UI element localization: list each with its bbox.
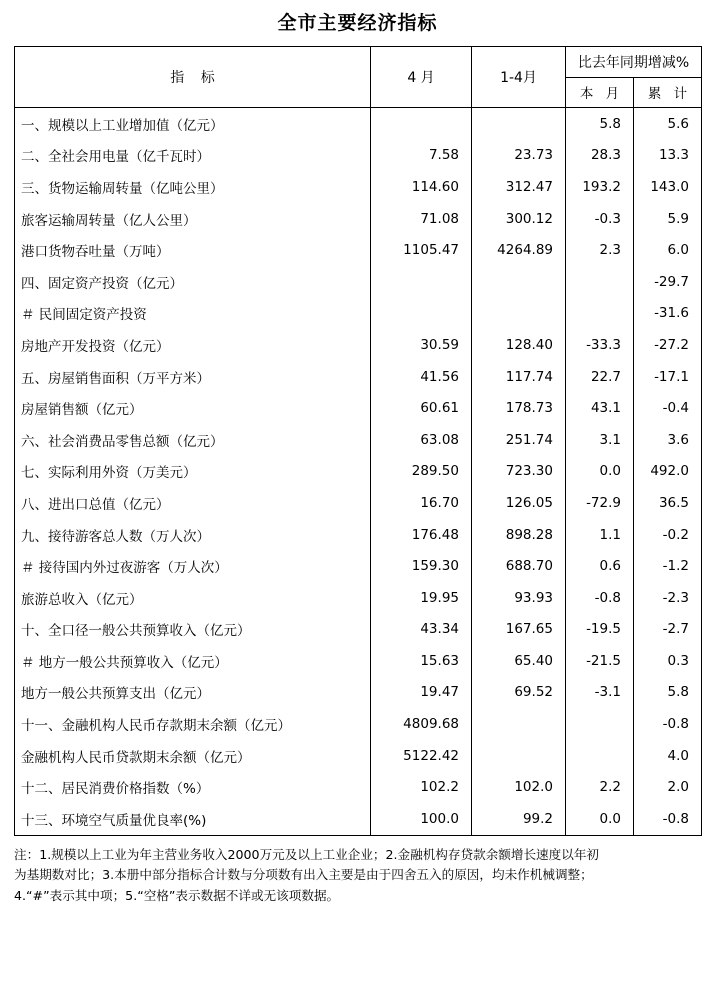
row-growth-month: 43.1 bbox=[566, 392, 634, 424]
row-month: 4809.68 bbox=[371, 708, 472, 740]
header-cumulative: 1-4月 bbox=[472, 47, 566, 108]
note-line: 注：1.规模以上工业为年主营业务收入2000万元及以上工业企业；2.金融机构存贷款余额增长速度以年初 bbox=[14, 846, 600, 862]
row-cumulative: 126.05 bbox=[472, 487, 566, 519]
row-month: 30.59 bbox=[371, 329, 472, 361]
row-growth-month: 193.2 bbox=[566, 171, 634, 203]
row-month: 19.47 bbox=[371, 677, 472, 709]
row-growth-month bbox=[566, 708, 634, 740]
table-row bbox=[15, 456, 702, 488]
row-cumulative: 102.0 bbox=[472, 771, 566, 803]
row-month: 43.34 bbox=[371, 614, 472, 646]
row-growth-month: -19.5 bbox=[566, 614, 634, 646]
table-row bbox=[15, 171, 702, 203]
table-row bbox=[15, 234, 702, 266]
table-body bbox=[15, 108, 702, 836]
row-month: 5122.42 bbox=[371, 740, 472, 772]
row-month: 102.2 bbox=[371, 771, 472, 803]
table-row bbox=[15, 740, 702, 772]
row-label: 八、进出口总值（亿元） bbox=[15, 487, 371, 519]
economic-indicators-table bbox=[14, 46, 702, 836]
header-growth-cumulative: 累 计 bbox=[634, 77, 702, 108]
row-growth-month: -21.5 bbox=[566, 645, 634, 677]
row-label: ＃ 民间固定资产投资 bbox=[15, 298, 371, 330]
row-growth-cumulative: 0.3 bbox=[634, 645, 702, 677]
row-month: 19.95 bbox=[371, 582, 472, 614]
row-growth-cumulative: -0.4 bbox=[634, 392, 702, 424]
note-line: 为基期数对比；3.本册中部分指标合计数与分项数有出入主要是由于四舍五入的原因，均未作机械调整； bbox=[14, 867, 593, 883]
row-month: 1105.47 bbox=[371, 234, 472, 266]
row-growth-month bbox=[566, 740, 634, 772]
row-growth-month: 2.2 bbox=[566, 771, 634, 803]
row-label: 旅游总收入（亿元） bbox=[15, 582, 371, 614]
row-cumulative bbox=[472, 740, 566, 772]
row-cumulative: 23.73 bbox=[472, 140, 566, 172]
row-growth-cumulative: 4.0 bbox=[634, 740, 702, 772]
row-growth-month: 28.3 bbox=[566, 140, 634, 172]
row-label: ＃ 接待国内外过夜游客（万人次） bbox=[15, 550, 371, 582]
row-growth-cumulative: 143.0 bbox=[634, 171, 702, 203]
row-label: 四、固定资产投资（亿元） bbox=[15, 266, 371, 298]
row-cumulative: 117.74 bbox=[472, 361, 566, 393]
row-growth-cumulative: 13.3 bbox=[634, 140, 702, 172]
table-row bbox=[15, 803, 702, 835]
page-title: 全市主要经济指标 bbox=[277, 12, 438, 34]
row-growth-month bbox=[566, 298, 634, 330]
row-growth-month: -33.3 bbox=[566, 329, 634, 361]
row-cumulative: 93.93 bbox=[472, 582, 566, 614]
row-month bbox=[371, 108, 472, 140]
table-notes bbox=[14, 836, 701, 907]
row-label: ＃ 地方一般公共预算收入（亿元） bbox=[15, 645, 371, 677]
row-label: 十、全口径一般公共预算收入（亿元） bbox=[15, 614, 371, 646]
row-label: 房屋销售额（亿元） bbox=[15, 392, 371, 424]
table-row bbox=[15, 424, 702, 456]
row-cumulative: 723.30 bbox=[472, 456, 566, 488]
table-row bbox=[15, 266, 702, 298]
table-row bbox=[15, 771, 702, 803]
row-month: 63.08 bbox=[371, 424, 472, 456]
row-label: 三、货物运输周转量（亿吨公里） bbox=[15, 171, 371, 203]
row-label: 地方一般公共预算支出（亿元） bbox=[15, 677, 371, 709]
row-growth-cumulative: 3.6 bbox=[634, 424, 702, 456]
row-growth-cumulative: 5.8 bbox=[634, 677, 702, 709]
row-growth-cumulative: 36.5 bbox=[634, 487, 702, 519]
row-month: 60.61 bbox=[371, 392, 472, 424]
row-label: 七、实际利用外资（万美元） bbox=[15, 456, 371, 488]
row-label: 六、社会消费品零售总额（亿元） bbox=[15, 424, 371, 456]
row-growth-cumulative: 5.6 bbox=[634, 108, 702, 140]
header-growth-group: 比去年同期增减% bbox=[566, 47, 702, 78]
row-label: 旅客运输周转量（亿人公里） bbox=[15, 203, 371, 235]
row-label: 房地产开发投资（亿元） bbox=[15, 329, 371, 361]
row-month: 41.56 bbox=[371, 361, 472, 393]
row-month bbox=[371, 266, 472, 298]
row-growth-cumulative: -0.8 bbox=[634, 803, 702, 835]
row-month: 114.60 bbox=[371, 171, 472, 203]
row-growth-cumulative: -17.1 bbox=[634, 361, 702, 393]
row-growth-cumulative: -1.2 bbox=[634, 550, 702, 582]
row-cumulative: 65.40 bbox=[472, 645, 566, 677]
row-growth-cumulative: -0.2 bbox=[634, 519, 702, 551]
row-growth-month: 0.0 bbox=[566, 803, 634, 835]
table-row bbox=[15, 298, 702, 330]
row-growth-cumulative: -29.7 bbox=[634, 266, 702, 298]
header-month: 4 月 bbox=[371, 47, 472, 108]
table-row bbox=[15, 708, 702, 740]
row-cumulative bbox=[472, 708, 566, 740]
row-label: 九、接待游客总人数（万人次） bbox=[15, 519, 371, 551]
row-growth-cumulative: 6.0 bbox=[634, 234, 702, 266]
row-label: 港口货物吞吐量（万吨） bbox=[15, 234, 371, 266]
row-cumulative bbox=[472, 266, 566, 298]
row-cumulative: 167.65 bbox=[472, 614, 566, 646]
table-row bbox=[15, 677, 702, 709]
row-label: 十三、环境空气质量优良率(%) bbox=[15, 803, 371, 835]
row-growth-month: 5.8 bbox=[566, 108, 634, 140]
row-month bbox=[371, 298, 472, 330]
table-row bbox=[15, 203, 702, 235]
row-growth-month: 3.1 bbox=[566, 424, 634, 456]
table-row bbox=[15, 361, 702, 393]
row-growth-month: 22.7 bbox=[566, 361, 634, 393]
row-month: 289.50 bbox=[371, 456, 472, 488]
table-row bbox=[15, 582, 702, 614]
row-month: 15.63 bbox=[371, 645, 472, 677]
row-cumulative: 128.40 bbox=[472, 329, 566, 361]
row-label: 五、房屋销售面积（万平方米） bbox=[15, 361, 371, 393]
row-growth-cumulative: -2.7 bbox=[634, 614, 702, 646]
row-label: 二、全社会用电量（亿千瓦时） bbox=[15, 140, 371, 172]
row-growth-month: 0.6 bbox=[566, 550, 634, 582]
row-cumulative: 312.47 bbox=[472, 171, 566, 203]
table-row bbox=[15, 392, 702, 424]
header-growth-month: 本 月 bbox=[566, 77, 634, 108]
row-growth-month: -0.8 bbox=[566, 582, 634, 614]
row-label: 十一、金融机构人民币存款期末余额（亿元） bbox=[15, 708, 371, 740]
table-row bbox=[15, 550, 702, 582]
row-month: 100.0 bbox=[371, 803, 472, 835]
row-growth-cumulative: -31.6 bbox=[634, 298, 702, 330]
row-label: 十二、居民消费价格指数（%） bbox=[15, 771, 371, 803]
row-growth-cumulative: -2.3 bbox=[634, 582, 702, 614]
row-cumulative bbox=[472, 298, 566, 330]
row-growth-month: 0.0 bbox=[566, 456, 634, 488]
row-month: 176.48 bbox=[371, 519, 472, 551]
row-cumulative: 251.74 bbox=[472, 424, 566, 456]
row-growth-month: 2.3 bbox=[566, 234, 634, 266]
header-indicator: 指 标 bbox=[15, 47, 371, 108]
row-growth-month: -3.1 bbox=[566, 677, 634, 709]
row-growth-cumulative: 492.0 bbox=[634, 456, 702, 488]
row-cumulative: 688.70 bbox=[472, 550, 566, 582]
table-row bbox=[15, 487, 702, 519]
note-line: 4.“#”表示其中项；5.“空格”表示数据不详或无该项数据。 bbox=[14, 888, 340, 904]
row-growth-month: -0.3 bbox=[566, 203, 634, 235]
row-cumulative bbox=[472, 108, 566, 140]
row-label: 一、规模以上工业增加值（亿元） bbox=[15, 108, 371, 140]
row-month: 71.08 bbox=[371, 203, 472, 235]
table-row bbox=[15, 519, 702, 551]
table-header bbox=[15, 47, 702, 108]
table-row bbox=[15, 108, 702, 140]
row-growth-month: 1.1 bbox=[566, 519, 634, 551]
row-month: 7.58 bbox=[371, 140, 472, 172]
table-row bbox=[15, 329, 702, 361]
row-cumulative: 178.73 bbox=[472, 392, 566, 424]
row-cumulative: 898.28 bbox=[472, 519, 566, 551]
row-cumulative: 4264.89 bbox=[472, 234, 566, 266]
row-growth-month bbox=[566, 266, 634, 298]
row-cumulative: 69.52 bbox=[472, 677, 566, 709]
row-cumulative: 99.2 bbox=[472, 803, 566, 835]
row-growth-cumulative: -0.8 bbox=[634, 708, 702, 740]
row-cumulative: 300.12 bbox=[472, 203, 566, 235]
row-growth-month: -72.9 bbox=[566, 487, 634, 519]
table-row bbox=[15, 614, 702, 646]
table-row bbox=[15, 140, 702, 172]
row-month: 159.30 bbox=[371, 550, 472, 582]
row-month: 16.70 bbox=[371, 487, 472, 519]
row-growth-cumulative: -27.2 bbox=[634, 329, 702, 361]
row-label: 金融机构人民币贷款期末余额（亿元） bbox=[15, 740, 371, 772]
table-row bbox=[15, 645, 702, 677]
row-growth-cumulative: 2.0 bbox=[634, 771, 702, 803]
row-growth-cumulative: 5.9 bbox=[634, 203, 702, 235]
